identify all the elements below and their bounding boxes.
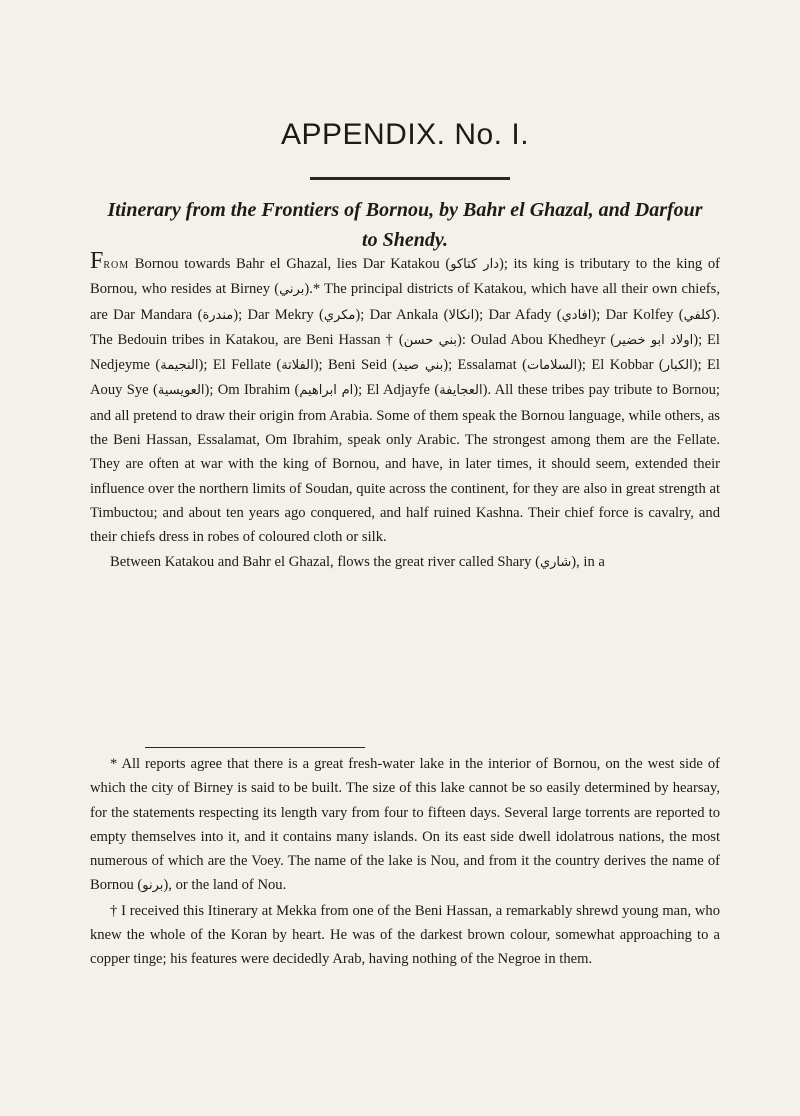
title-line-2: to Shendy. — [362, 229, 448, 251]
arabic-text: برنو — [142, 878, 164, 894]
footnote-dagger: † I received this Itinerary at Mekka from one of the Beni Hassan, a remarkably shrewd young man, who knew the whole of the Koran by heart. He was of the darkest brown colour, somewhat approaching to a copper tinge; his features were decidedly Arab, having nothing of the Negroe in them. — [90, 902, 720, 968]
footnote-rule — [145, 747, 365, 748]
arabic-text: اولاد ابو خضير — [615, 332, 694, 348]
arabic-text: السلامات — [526, 358, 578, 374]
arabic-text: العويسية — [157, 383, 205, 399]
title-line-1: Itinerary from the Frontiers of Bornou, by Bahr el Ghazal, and Darfour — [107, 199, 703, 221]
appendix-heading: APPENDIX. No. I. — [280, 118, 530, 151]
arabic-text: كلفي — [683, 307, 712, 323]
arabic-text: مندرة — [202, 307, 234, 323]
arabic-text: بني حسن — [403, 332, 457, 348]
footnote-asterisk: * All reports agree that there is a great fresh-water lake in the interior of Bornou, on the west side of which the city of Birney is said to be built. The size of this lake cannot be so easily determined by hearsay, for the statements respecting its length vary from four to fifteen days. Several large torrents are reported to empty themselves into it, and it contains many islands. On its east side dwell idolatrous nations, the most numerous of which are the Voey. The name of the lake is Nou, and from it the country derives the name of Bornou (برنو), or the land of Nou. — [90, 756, 720, 894]
paragraph-2: Between Katakou and Bahr el Ghazal, flows the great river called Shary (شاري), in a — [110, 553, 605, 570]
itinerary-title — [90, 195, 720, 255]
paragraph-1: From Bornou towards Bahr el Ghazal, lies Dar Katakou (دار كتاكو); its king is tributary to the king of Bornou, who resides at Birney (برني).* The principal districts of Katakou, which have all their own chiefs, are Dar Mandara (مندرة); Dar Mekry (مكري); Dar Ankala (انكالا); Dar Afady (افادي); Dar Kolfey (كلفي). The Bedouin tribes in Katakou, are Beni Hassan † (بني حسن): Oulad Abou Khedheyr (اولاد ابو خضير); El Nedjeyme (النجيمة); El Fellate (الفلاتة); Beni Seid (بني صيد); Essalamat (السلامات); El Kobbar (الكبار); El Aouy Sye (العويسية); Om Ibrahim (ام ابراهيم); El Adjayfe (العجايفة). All these tribes pay tribute to Bornou; and all pretend to draw their origin from Arabia. Some of them speak the Bornou language, while others, as the Beni Hassan, Essalamat, Om Ibrahim, speak only Arabic. The strongest among them are the Fellate. They are often at war with the king of Bornou, and have, in later times, it should seem, extended their influence over the northern limits of Soudan, quite across the continent, for they are also in great strength at Timbuctou; and about ten years ago conquered, and half ruined Kashna. Their chief force is cavalry, and their chiefs dress in robes of coloured cloth or silk. — [90, 248, 721, 546]
arabic-text: مكري — [323, 307, 356, 323]
arabic-text: بني صيد — [397, 358, 444, 374]
arabic-text: افادي — [561, 307, 592, 323]
arabic-text: العجايفة — [439, 383, 483, 399]
main-text — [90, 248, 721, 575]
arabic-text: الفلاتة — [281, 358, 314, 374]
arabic-text: دار كتاكو — [450, 257, 499, 272]
arabic-text: انكالا — [448, 307, 475, 323]
arabic-text: الكبار — [663, 358, 693, 374]
arabic-text: النجيمة — [160, 358, 199, 374]
heading-rule — [310, 177, 510, 180]
arabic-text: شاري — [539, 554, 572, 570]
drop-cap: F — [90, 248, 104, 274]
arabic-text: برني — [279, 282, 305, 298]
arabic-text: ام ابراهيم — [299, 383, 354, 399]
footnotes — [90, 752, 720, 972]
